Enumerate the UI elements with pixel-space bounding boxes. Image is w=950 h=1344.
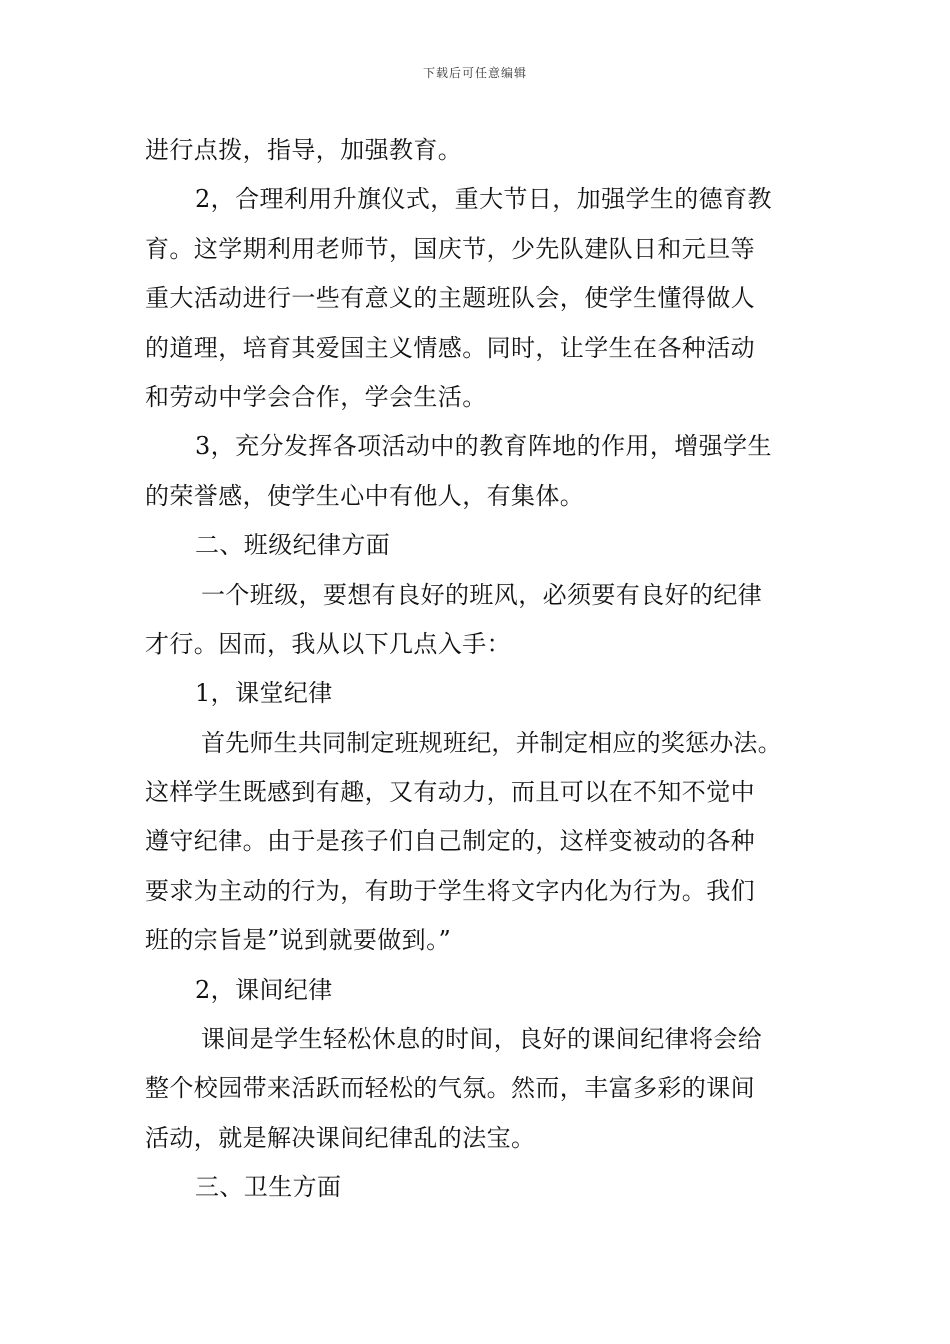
paragraph-line: 才行。因而，我从以下几点入手：: [145, 629, 511, 658]
paragraph-line: 2，合理利用升旗仪式，重大节日，加强学生的德育教: [195, 185, 772, 214]
paragraph-line: 育。这学期利用老师节，国庆节，少先队建队日和元旦等: [145, 234, 755, 263]
paragraph-line: 课间是学生轻松休息的时间，良好的课间纪律将会给: [201, 1025, 763, 1054]
paragraph-line: 重大活动进行一些有意义的主题班队会，使学生懂得做人: [145, 284, 755, 313]
section-heading: 三、卫生方面: [195, 1173, 342, 1202]
paragraph-line: 一个班级，要想有良好的班风，必须要有良好的纪律: [201, 580, 763, 609]
paragraph-line: 的道理，培育其爱国主义情感。同时，让学生在各种活动: [145, 333, 755, 362]
paragraph-line: 首先师生共同制定班规班纪，并制定相应的奖惩办法。: [201, 728, 782, 757]
paragraph-line: 遵守纪律。由于是孩子们自己制定的，这样变被动的各种: [145, 827, 755, 856]
paragraph-line: 的荣誉感，使学生心中有他人，有集体。: [145, 481, 585, 510]
paragraph-line: 和劳动中学会合作，学会生活。: [145, 382, 487, 411]
paragraph-line: 要求为主动的行为，有助于学生将文字内化为行为。我们: [145, 876, 755, 905]
paragraph-line: 班的宗旨是”说到就要做到。”: [145, 926, 452, 955]
paragraph-line: 活动，就是解决课间纪律乱的法宝。: [145, 1123, 536, 1152]
paragraph-line: 这样学生既感到有趣，又有动力，而且可以在不知不觉中: [145, 778, 755, 807]
section-heading: 二、班级纪律方面: [195, 531, 391, 560]
paragraph-line: 3，充分发挥各项活动中的教育阵地的作用，增强学生: [195, 432, 772, 461]
paragraph-line: 进行点拨，指导，加强教育。: [145, 136, 463, 164]
document-body: [145, 126, 810, 1213]
subsection-heading: 2，课间纪律: [195, 975, 333, 1004]
subsection-heading: 1，课堂纪律: [195, 679, 333, 708]
paragraph-line: 整个校园带来活跃而轻松的气氛。然而，丰富多彩的课间: [145, 1074, 755, 1103]
page-header-note: 下载后可任意编辑: [422, 66, 527, 80]
